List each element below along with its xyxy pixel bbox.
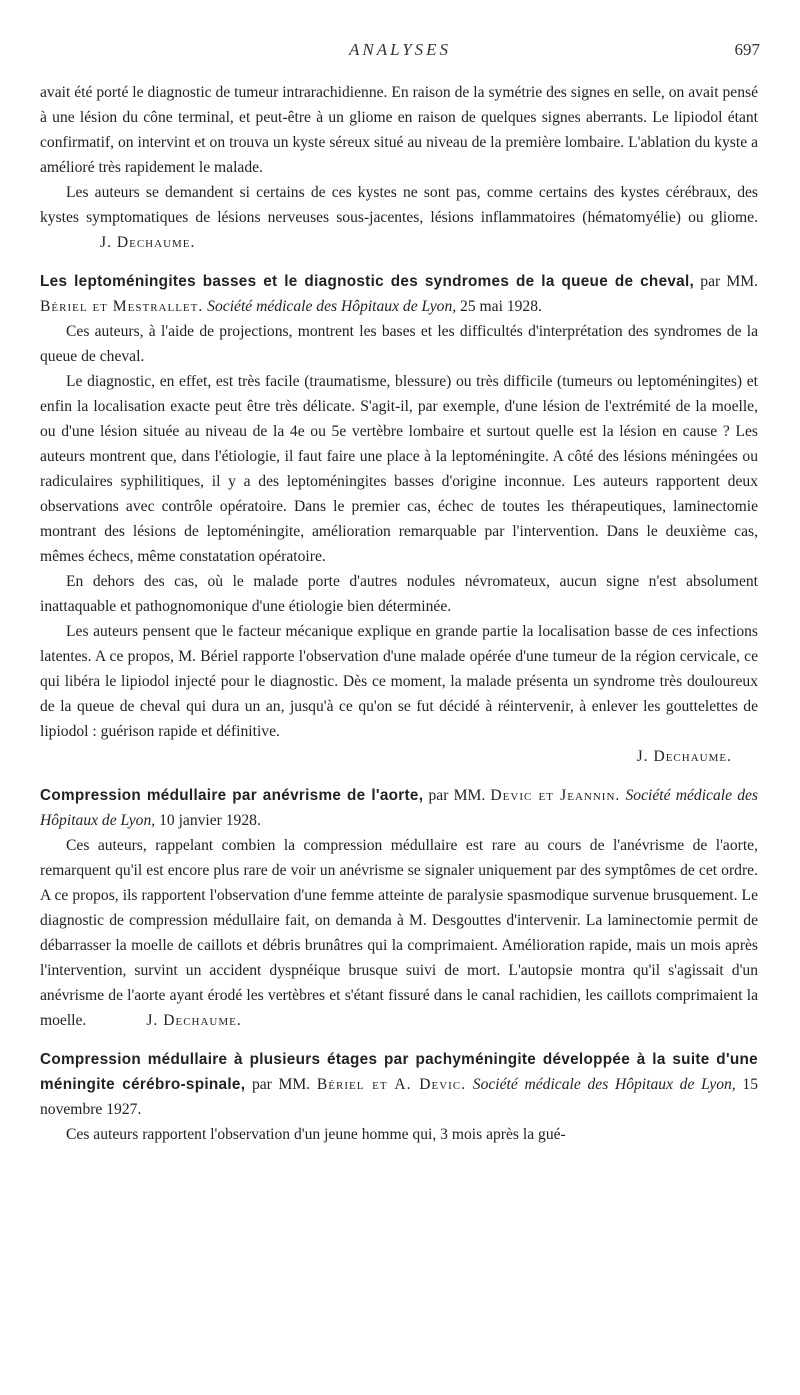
article-heading <box>40 783 758 833</box>
article-heading <box>40 1047 758 1122</box>
paragraph-text: Les auteurs se demandent si certains de ces kystes ne sont pas, comme certains des kystes cérébraux, des kystes symptomatiques de lésions nerveuses sous-jacentes, lésions inflammatoires (hématomyélie) ou gliome. <box>40 184 758 226</box>
page-header <box>40 40 760 70</box>
paragraph <box>40 180 758 255</box>
paragraph: Ces auteurs rapportent l'observation d'un jeune homme qui, 3 mois après la gué- <box>66 1126 566 1143</box>
heading-source: Société médicale des Hôpitaux de Lyon, <box>466 1076 736 1093</box>
running-title: ANALYSES <box>348 40 452 59</box>
signature: J. Dechaume. <box>146 1012 242 1029</box>
paragraph: Ces auteurs, à l'aide de projections, montrent les bases et les difficultés d'interprétation des syndromes de la queue de cheval. <box>40 323 758 365</box>
paragraph: Les auteurs pensent que le facteur mécanique explique en grande partie la localisation basse de ces infections latentes. A ce propos, M. Bériel rapporte l'observation d'une malade opérée d'une tumeur de la région cervicale, ce qui libéra le lipiodol injecté pour le diagnostic. Dès ce moment, la malade présenta un syndrome très douloureux de la queue de cheval qui dura un an, jusqu'à ce qu'on se fut décidé à réintervenir, à enlever les gouttelettes de lipiodol : guérison rapide et définitive. <box>40 623 758 740</box>
heading-by: par MM. <box>245 1076 317 1093</box>
heading-title: Les leptoméningites basses et le diagnostic des syndromes de la queue de cheval, <box>40 273 695 290</box>
heading-authors: Bériel et A. Devic. <box>316 1076 467 1093</box>
heading-date: 10 janvier 1928. <box>155 812 261 829</box>
paragraph: Le diagnostic, en effet, est très facile (traumatisme, blessure) ou très difficile (tumeurs ou leptoméningites) et enfin la localisation exacte peut être très délicate. S'agit-il, par exemple, d'une lésion de l'extrémité de la moelle, ou d'une lésion située au niveau de la 4e ou 5e vertèbre lombaire et surtout quelle est la lésion en cause ? Les auteurs montrent que, dans l'étiologie, il faut faire une place à la leptoméningite. A côté des lésions méningées ou radiculaires syphilitiques, il y a des leptoméningites basses d'origine inconnue. Les auteurs rapportent deux observations avec contrôle opératoire. Dans le premier cas, échec de toutes les thérapeutiques, laminectomie montrant des lésions de leptoméningite, amélioration remarquable par l'intervention. Dans le deuxième cas, mêmes échecs, même constatation opératoire. <box>40 373 758 565</box>
heading-by: par MM. <box>694 273 758 290</box>
heading-title: Compression médullaire à plusieurs étages par pachyméningite développée à la suite d'une méningite cérébro-spinale, <box>40 1051 758 1093</box>
paragraph: avait été porté le diagnostic de tumeur intrarachidienne. En raison de la symétrie des signes en selle, on avait pensé à une lésion du cône terminal, et peut-être à un gliome en raison de quelques signes aberrants. Le lipiodol étant confirmatif, on intervint et on trouva un kyste séreux situé au niveau de la première lombaire. L'ablation du kyste a amélioré très rapidement le malade. <box>40 84 758 176</box>
heading-authors: Bériel et Mestrallet. <box>40 298 204 315</box>
heading-authors: Devic et Jeannin. <box>490 787 621 804</box>
page-number: 697 <box>734 40 760 59</box>
article-body <box>40 80 758 1147</box>
heading-source: Société médicale des Hôpitaux de Lyon, <box>40 787 758 829</box>
paragraph-text: Ces auteurs, rappelant combien la compression médullaire est rare au cours de l'anévrisme de l'aorte, remarquent qu'il est encore plus rare de voir un anévrisme se signaler uniquement par des symptômes de cet ordre. A ce propos, ils rapportent l'observation d'une femme atteinte de paralysie spasmodique survenue brusquement. Le diagnostic de compression médullaire fait, on demanda à M. Desgouttes d'intervenir. La laminectomie permit de débarrasser la moelle de caillots et débris brunâtres qui la comprimaient. Amélioration rapide, mais un mois après l'intervention, survint un accident dyspnéique brusque suivi de mort. L'autopsie montra qu'il s'agissait d'un anévrisme de l'aorte ayant érodé les vertèbres et s'étant fissuré dans le canal rachidien, les caillots comprimaient la moelle. <box>40 837 758 1029</box>
signature: J. Dechaume. <box>636 748 732 765</box>
heading-title: Compression médullaire par anévrisme de l'aorte, <box>40 787 424 804</box>
article-heading <box>40 269 758 319</box>
heading-by: par MM. <box>423 787 491 804</box>
heading-date: 25 mai 1928. <box>456 298 542 315</box>
heading-source: Société médicale des Hôpitaux de Lyon, <box>203 298 457 315</box>
signature: J. Dechaume. <box>100 234 196 251</box>
paragraph: En dehors des cas, où le malade porte d'autres nodules névromateux, aucun signe n'est absolument inattaquable et pathognomonique d'une étiologie bien déterminée. <box>40 573 758 615</box>
paragraph <box>40 833 758 1033</box>
heading-date: 15 novembre 1927. <box>40 1076 759 1118</box>
